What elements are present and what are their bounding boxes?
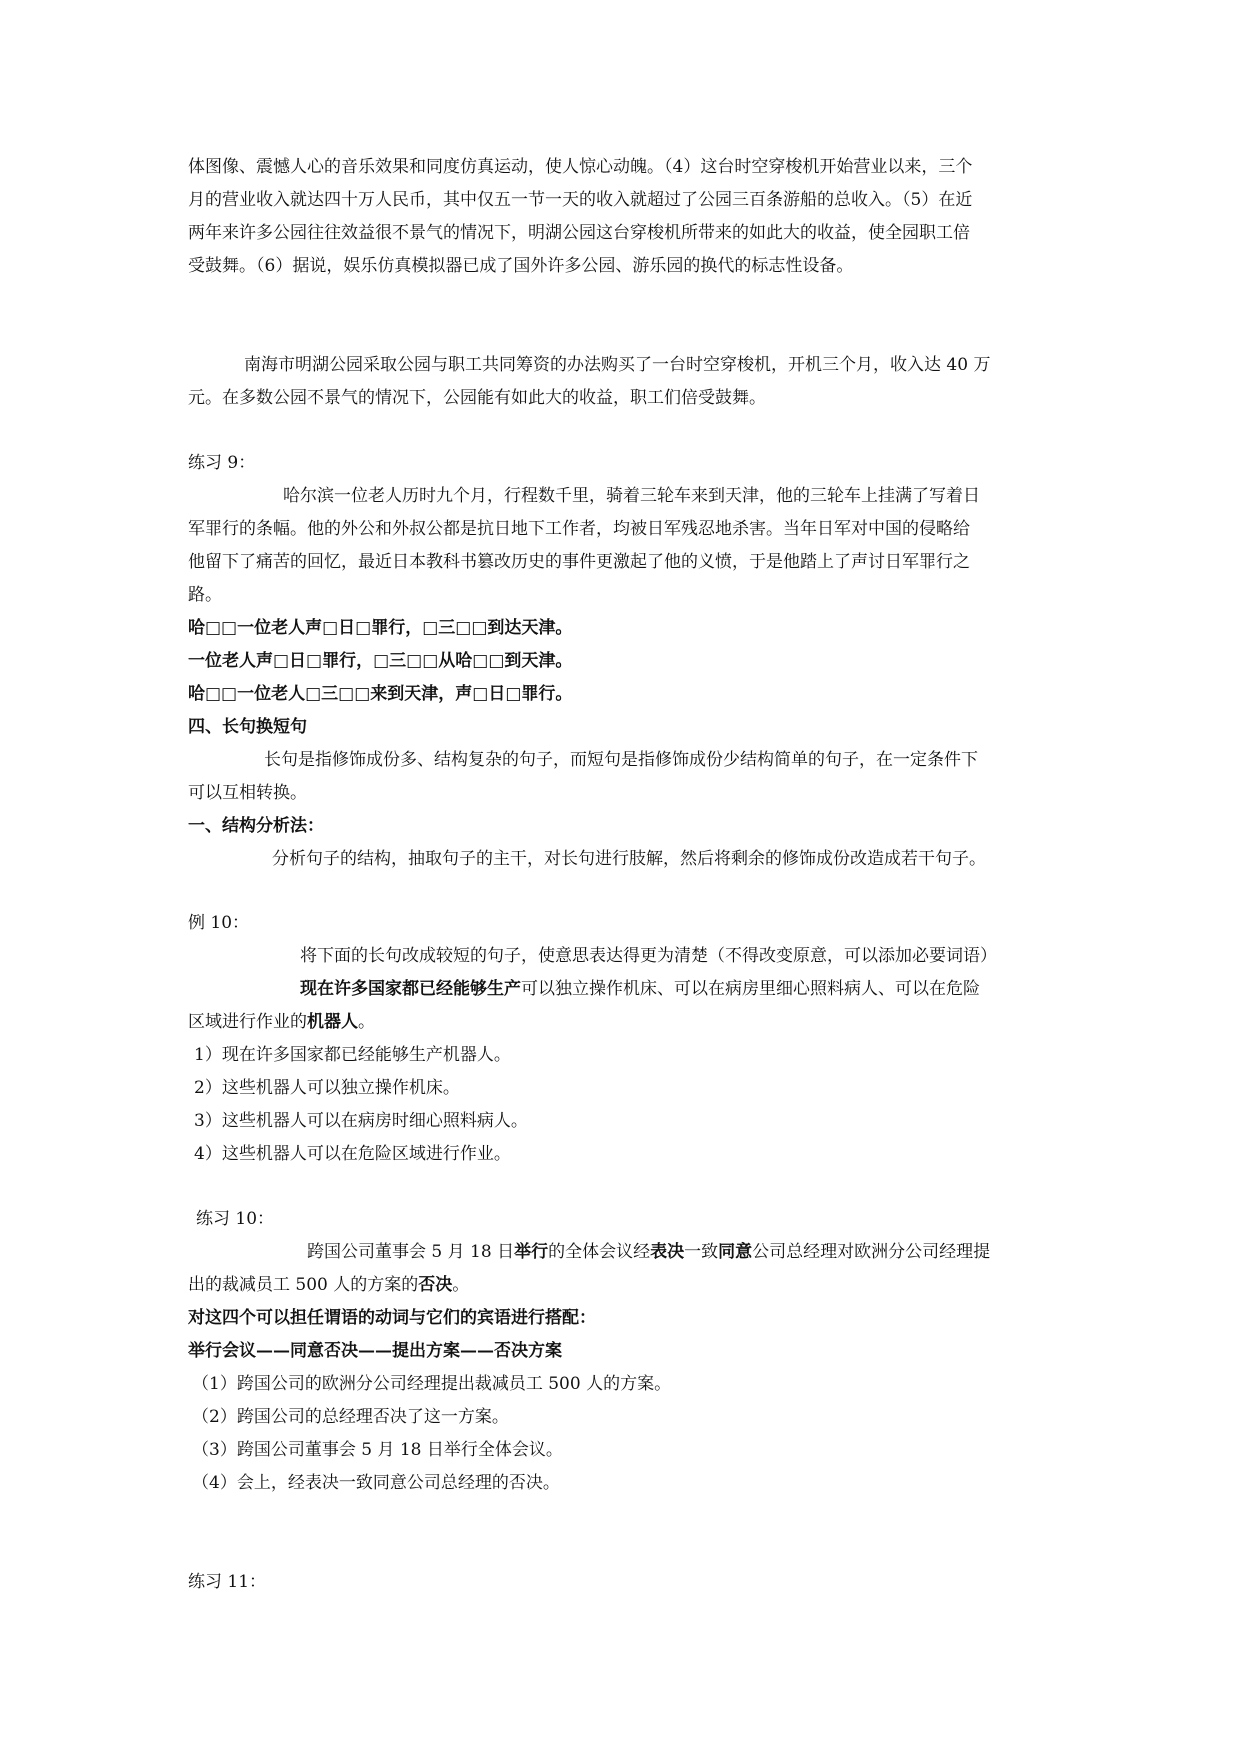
plain-phrase: 的全体会议经	[548, 1242, 651, 1262]
plain-phrase: 一致	[684, 1242, 719, 1262]
example-10-label: 例 10：	[188, 913, 250, 933]
practice-10-pairs: 举行会议——同意否决——提出方案——否决方案	[188, 1341, 562, 1361]
exercise-9-answer: 哈□□一位老人□三□□来到天津，声□日□罪行。	[188, 684, 573, 704]
plain-phrase: 可以独立操作机床、可以在病房里细心照料病人、可以在危险	[521, 979, 980, 999]
exercise-9-text: 哈尔滨一位老人历时九个月，行程数千里，骑着三轮车来到天津，他的三轮车上挂满了写着日	[283, 486, 980, 506]
bold-phrase: 机器人	[307, 1012, 358, 1032]
section-4-desc: 可以互相转换。	[188, 783, 307, 803]
example-10-answer: 4）这些机器人可以在危险区域进行作业。	[194, 1144, 511, 1164]
plain-phrase: 公司总经理对欧洲分公司经理提	[752, 1242, 991, 1262]
bold-phrase: 现在许多国家都已经能够生产	[300, 979, 521, 999]
plain-phrase: 出的裁减员工 500 人的方案的	[188, 1275, 419, 1295]
method-1-title: 一、结构分析法：	[188, 816, 324, 836]
exercise-9-text: 他留下了痛苦的回忆，最近日本教科书篡改历史的事件更激起了他的义愤，于是他踏上了声讨日军罪行之	[188, 552, 970, 572]
section-4-title: 四、长句换短句	[188, 717, 307, 737]
plain-phrase: 跨国公司董事会 5 月 18 日	[307, 1242, 515, 1262]
summary-line: 元。在多数公园不景气的情况下，公园能有如此大的收益，职工们倍受鼓舞。	[188, 388, 766, 408]
plain-phrase: 。	[358, 1012, 375, 1032]
practice-10-label: 练习 10：	[196, 1209, 275, 1229]
bold-verb: 同意	[718, 1242, 753, 1262]
practice-10-answer: （3）跨国公司董事会 5 月 18 日举行全体会议。	[192, 1440, 563, 1460]
practice-10-answer: （2）跨国公司的总经理否决了这一方案。	[192, 1407, 509, 1427]
exercise-9-answer: 一位老人声□日□罪行，□三□□从哈□□到天津。	[188, 651, 573, 671]
practice-10-sentence	[188, 1274, 469, 1296]
section-4-desc: 长句是指修饰成份多、结构复杂的句子，而短句是指修饰成份少结构简单的句子，在一定条件下	[264, 750, 978, 770]
plain-phrase: 区域进行作业的	[188, 1012, 307, 1032]
example-10-sentence	[300, 978, 980, 1000]
example-10-answer: 1）现在许多国家都已经能够生产机器人。	[194, 1045, 511, 1065]
method-1-desc: 分析句子的结构，抽取句子的主干，对长句进行肢解，然后将剩余的修饰成份改造成若干句子。	[272, 849, 986, 869]
practice-10-sentence	[307, 1241, 990, 1263]
summary-line: 南海市明湖公园采取公园与职工共同筹资的办法购买了一台时空穿梭机，开机三个月，收入达 40 万	[244, 355, 991, 375]
intro-line: 体图像、震憾人心的音乐效果和同度仿真运动，使人惊心动魄。（4）这台时空穿梭机开始营业以来，三个	[188, 157, 973, 177]
example-10-answer: 3）这些机器人可以在病房时细心照料病人。	[194, 1111, 528, 1131]
practice-10-answer: （4）会上，经表决一致同意公司总经理的否决。	[192, 1473, 560, 1493]
intro-line: 受鼓舞。（6）据说，娱乐仿真模拟器已成了国外许多公园、游乐园的换代的标志性设备。	[188, 256, 854, 276]
exercise-11-label: 练习 11：	[188, 1572, 267, 1592]
intro-line: 月的营业收入就达四十万人民币，其中仅五一节一天的收入就超过了公园三百条游船的总收入。（5）在近	[188, 190, 973, 210]
bold-verb: 表决	[650, 1242, 685, 1262]
exercise-9-text: 路。	[188, 585, 222, 605]
bold-verb: 否决	[418, 1275, 453, 1295]
exercise-9-label: 练习 9：	[188, 453, 256, 473]
example-10-answer: 2）这些机器人可以独立操作机床。	[194, 1078, 460, 1098]
plain-phrase: 。	[452, 1275, 470, 1295]
example-10-instruction: 将下面的长句改成较短的句子，使意思表达得更为清楚（不得改变原意，可以添加必要词语）	[300, 946, 997, 966]
intro-line: 两年来许多公园往往效益很不景气的情况下，明湖公园这台穿梭机所带来的如此大的收益，使全园职工倍	[188, 223, 970, 243]
bold-verb: 举行	[514, 1242, 549, 1262]
exercise-9-answer: 哈□□一位老人声□日□罪行，□三□□到达天津。	[188, 618, 573, 638]
example-10-sentence	[188, 1011, 375, 1033]
practice-10-heading: 对这四个可以担任谓语的动词与它们的宾语进行搭配：	[188, 1308, 596, 1328]
exercise-9-text: 军罪行的条幅。他的外公和外叔公都是抗日地下工作者，均被日军残忍地杀害。当年日军对中国的侵略给	[188, 519, 970, 539]
practice-10-answer: （1）跨国公司的欧洲分公司经理提出裁减员工 500 人的方案。	[192, 1374, 672, 1394]
